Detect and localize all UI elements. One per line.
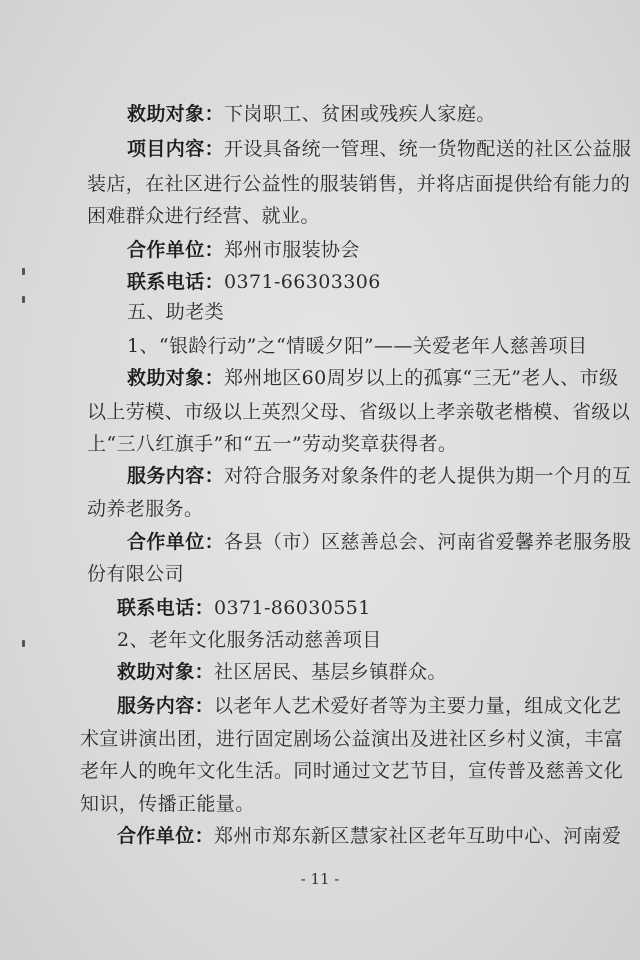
body-text: 术宣讲演出团，进行固定剧场公益演出及进社区乡村义演，丰富 [80, 728, 624, 750]
field-label: 救助对象： [117, 661, 215, 683]
heading-text: 2、老年文化服务活动慈善项目 [117, 629, 382, 651]
body-text: 上“三八红旗手”和“五一”劳动奖章获得者。 [87, 433, 458, 455]
field-label: 服务内容： [117, 695, 215, 717]
body-text: 以上劳模、市级以上英烈父母、省级以上孝亲敬老楷模、省级以 [87, 401, 631, 423]
page-number: - 11 - [300, 870, 340, 888]
body-text: 份有限公司 [87, 563, 185, 585]
field-value: 开设具备统一管理、统一货物配送的社区公益服 [224, 138, 632, 160]
field-label: 联系电话： [127, 271, 225, 293]
text-line [117, 594, 371, 622]
text-line [127, 462, 631, 490]
body-text: 装店，在社区进行公益性的服装销售，并将店面提供给有能力的 [87, 173, 631, 195]
punch-mark [22, 296, 25, 303]
body-text: 困难群众进行经营、就业。 [87, 205, 320, 227]
text-line [117, 658, 447, 686]
field-label: 合作单位： [127, 239, 225, 261]
text-line [87, 398, 630, 426]
text-line [80, 757, 623, 785]
field-label: 救助对象： [127, 103, 225, 125]
body-text: 动养老服务。 [87, 498, 204, 520]
field-label: 服务内容： [127, 465, 225, 487]
text-line [87, 560, 184, 588]
text-line [127, 100, 496, 128]
field-label: 项目内容： [127, 138, 225, 160]
field-value: 下岗职工、贫困或残疾人家庭。 [224, 103, 496, 125]
field-label: 联系电话： [117, 597, 215, 619]
field-value: 0371-86030551 [214, 597, 371, 619]
body-text: 知识，传播正能量。 [80, 793, 255, 815]
text-line [127, 364, 618, 392]
field-value: 以老年人艺术爱好者等为主要力量，组成文化艺 [214, 695, 622, 717]
heading-text: 1、“银龄行动”之“情暖夕阳”——关爱老年人慈善项目 [127, 335, 588, 357]
punch-mark [22, 640, 25, 647]
heading-text: 五、助老类 [127, 301, 225, 323]
field-value: 社区居民、基层乡镇群众。 [214, 661, 447, 683]
subsection-heading [117, 626, 382, 654]
text-line [127, 268, 381, 296]
text-line [127, 236, 360, 264]
text-line [127, 135, 631, 163]
subsection-heading [127, 332, 587, 360]
field-label: 合作单位： [117, 825, 215, 847]
field-value: 郑州市郑东新区慧家社区老年互助中心、河南爱 [214, 825, 622, 847]
field-value: 0371-66303306 [224, 271, 381, 293]
text-line [127, 528, 631, 556]
text-line [80, 725, 623, 753]
text-line [117, 692, 621, 720]
text-line [87, 170, 630, 198]
text-line [87, 495, 203, 523]
text-line [87, 430, 457, 458]
field-value: 郑州地区60周岁以上的孤寡“三无”老人、市级 [224, 367, 619, 389]
field-label: 救助对象： [127, 367, 225, 389]
text-line [117, 822, 621, 850]
field-value: 郑州市服装协会 [224, 239, 360, 261]
field-value: 各县（市）区慈善总会、河南省爱馨养老服务股 [224, 531, 632, 553]
section-heading [127, 298, 224, 326]
punch-mark [22, 268, 25, 275]
text-line [87, 202, 320, 230]
field-label: 合作单位： [127, 531, 225, 553]
text-line [80, 790, 255, 818]
body-text: 老年人的晚年文化生活。同时通过文艺节目，宣传普及慈善文化 [80, 760, 624, 782]
field-value: 对符合服务对象条件的老人提供为期一个月的互 [224, 465, 632, 487]
